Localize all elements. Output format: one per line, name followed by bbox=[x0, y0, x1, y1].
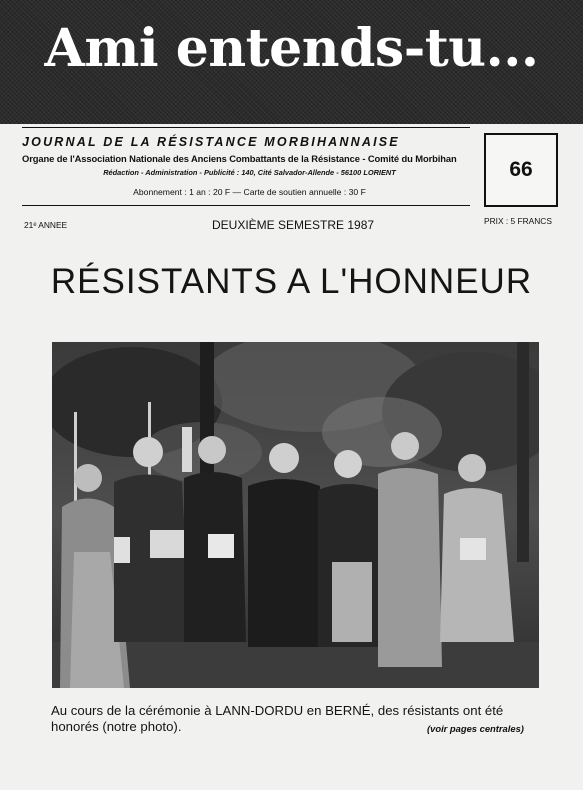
see-center-pages-note: (voir pages centrales) bbox=[427, 723, 524, 734]
masthead-title: Ami entends-tu... bbox=[44, 18, 539, 79]
ceremony-photo bbox=[52, 342, 539, 688]
issue-number: 66 bbox=[509, 158, 533, 181]
redaction-address: Rédaction - Administration - Publicité : 140, Cité Salvador-Allende - 56100 LORIENT bbox=[103, 168, 396, 177]
semester-date: DEUXIÈME SEMESTRE 1987 bbox=[212, 218, 375, 232]
header-rule-top bbox=[22, 127, 470, 128]
organe-line: Organe de l'Association Nationale des Anciens Combattants de la Résistance - Comité du Morbihan bbox=[22, 153, 457, 164]
price: PRIX : 5 FRANCS bbox=[484, 216, 552, 226]
ceremony-photo-illustration bbox=[52, 342, 539, 688]
year-of-publication: 21ᵉ ANNEE bbox=[24, 220, 68, 230]
journal-title: JOURNAL DE LA RÉSISTANCE MORBIHANNAISE bbox=[22, 135, 400, 149]
issue-number-box bbox=[484, 133, 558, 207]
header-rule-bottom bbox=[22, 205, 470, 206]
subscription-line: Abonnement : 1 an : 20 F — Carte de soutien annuelle : 30 F bbox=[133, 187, 366, 197]
photo-caption: Au cours de la cérémonie à LANN-DORDU en BERNÉ, des résistants ont été honorés (notre photo). bbox=[51, 703, 504, 734]
masthead bbox=[0, 0, 583, 124]
headline: RÉSISTANTS A L'HONNEUR bbox=[50, 262, 533, 301]
